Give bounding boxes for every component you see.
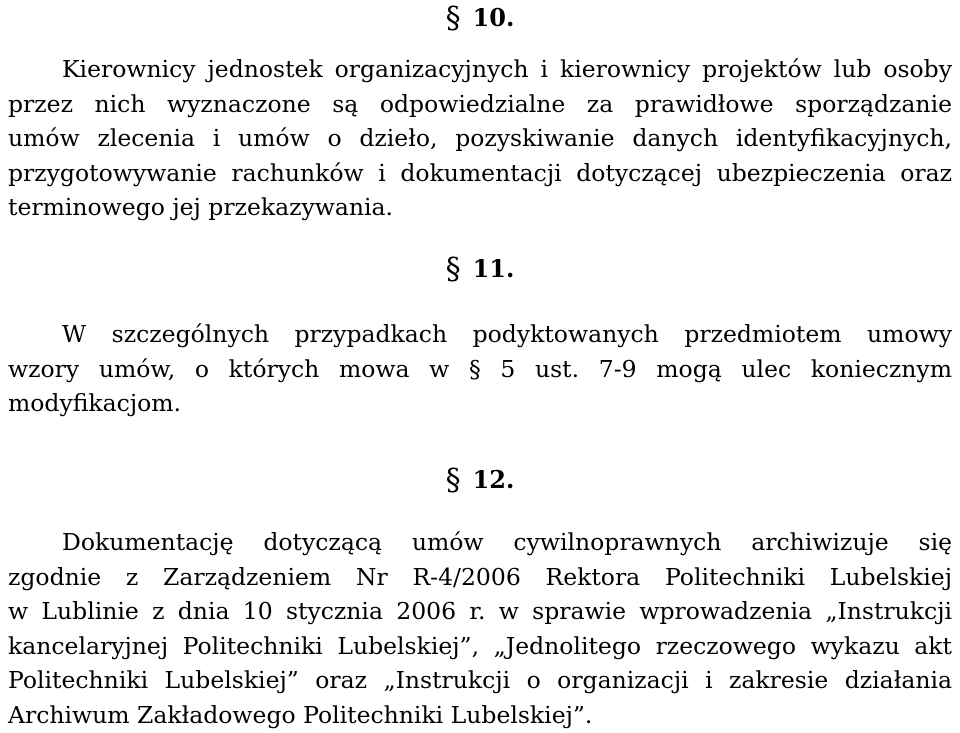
- paragraph-line: przygotowywanie rachunków i dokumentacji dotyczącej ubezpieczenia oraz: [8, 158, 952, 187]
- paragraph-line: wzory umów, o których mowa w § 5 ust. 7-9 mogą ulec koniecznym: [8, 354, 952, 383]
- paragraph-line: Kierownicy jednostek organizacyjnych i kierownicy projektów lub osoby: [62, 55, 952, 83]
- paragraph-line: zgodnie z Zarządzeniem Nr R-4/2006 Rektora Politechniki Lubelskiej: [8, 562, 952, 591]
- section-number: 11.: [472, 254, 515, 283]
- paragraph-line: Politechniki Lubelskiej” oraz „Instrukcji o organizacji i zakresie działania: [8, 666, 952, 695]
- section-heading-10: [0, 1, 960, 36]
- paragraph-line: przez nich wyznaczone są odpowiedzialne za prawidłowe sporządzanie: [8, 89, 952, 118]
- paragraph-line: Dokumentację dotyczącą umów cywilnoprawnych archiwizuje się: [62, 528, 952, 556]
- section-heading-12: [0, 463, 960, 498]
- paragraph-11: [8, 317, 952, 421]
- paragraph-line: w Lublinie z dnia 10 stycznia 2006 r. w sprawie wprowadzenia „Instrukcji: [8, 597, 952, 626]
- paragraph-line: umów zlecenia i umów o dzieło, pozyskiwanie danych identyfikacyjnych,: [8, 124, 952, 153]
- paragraph-line: kancelaryjnej Politechniki Lubelskiej”, „Jednolitego rzeczowego wykazu akt: [8, 631, 952, 660]
- section-symbol: §: [445, 1, 461, 36]
- paragraph-line: Archiwum Zakładowego Politechniki Lubelskiej”.: [8, 700, 593, 729]
- section-symbol: §: [445, 463, 461, 498]
- paragraph-12: [8, 525, 952, 733]
- section-number: 10.: [472, 3, 515, 32]
- paragraph-line: W szczególnych przypadkach podyktowanych przedmiotem umowy: [62, 320, 952, 348]
- paragraph-10: [8, 52, 952, 225]
- paragraph-line: modyfikacjom.: [8, 389, 182, 418]
- section-symbol: §: [445, 252, 461, 287]
- section-heading-11: [0, 252, 960, 287]
- section-number: 12.: [472, 465, 515, 494]
- paragraph-line: terminowego jej przekazywania.: [8, 193, 394, 222]
